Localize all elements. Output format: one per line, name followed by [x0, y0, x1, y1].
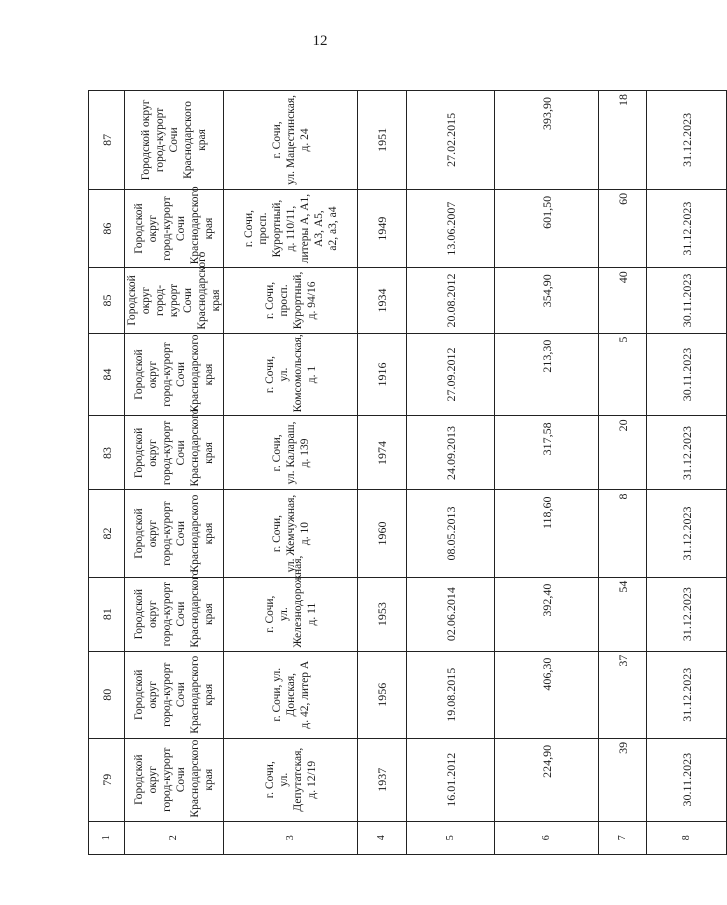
cell-year: 1956: [358, 651, 407, 738]
column-number-header: 3: [224, 821, 358, 854]
page-number: 12: [312, 33, 328, 49]
cell-area: 393,90: [495, 91, 599, 190]
cell-address-line: ул. Железнодорожная,: [277, 555, 304, 648]
cell-municipality-line: Городской округ: [133, 508, 159, 559]
cell-year: 1937: [358, 738, 407, 821]
cell-address-line: г. Сочи,: [270, 121, 283, 159]
cell-area: 317,58: [495, 416, 599, 490]
cell-date: 27.09.2012: [407, 333, 495, 416]
cell-year: 1953: [358, 577, 407, 651]
cell-municipality-line: Краснодарского края: [189, 408, 215, 487]
cell-number: 80: [89, 651, 125, 738]
cell-municipality: [125, 408, 224, 490]
cell-municipality-line: город-курорт Сочи: [161, 581, 187, 647]
column-number-header: 4: [358, 821, 407, 854]
cell-address: [224, 651, 358, 738]
cell-municipality-line: город-курорт Сочи: [161, 420, 187, 486]
cell-address-line: ул. Комсомольская,: [277, 334, 304, 413]
field-row-date: [407, 91, 495, 855]
cell-year: 1934: [358, 268, 407, 333]
cell-deadline: 30.11.2023: [647, 738, 727, 821]
cell-year: 1974: [358, 416, 407, 490]
cell-residents: 8: [599, 490, 647, 577]
cell-date: 13.06.2007: [407, 189, 495, 267]
cell-municipality-line: город-курорт Сочи: [161, 501, 187, 566]
cell-residents: 37: [599, 651, 647, 738]
cell-area: 213,30: [495, 333, 599, 416]
cell-municipality-line: город-курорт Сочи: [161, 342, 187, 407]
cell-area: 406,30: [495, 651, 599, 738]
cell-municipality-line: город-курорт Сочи: [161, 196, 187, 261]
cell-deadline: 31.12.2023: [647, 651, 727, 738]
cell-address-line: д. 12/19: [305, 760, 318, 799]
cell-address-line: просп. Курортный,: [277, 271, 304, 330]
cell-address-line: г. Сочи,: [242, 210, 255, 248]
cell-address-line: г. Сочи,: [263, 281, 276, 319]
cell-municipality: [125, 738, 224, 821]
field-row-year: [358, 91, 407, 855]
cell-address: [224, 91, 358, 190]
cell-municipality-line: Краснодарского края: [182, 100, 208, 179]
cell-address-line: д. 1: [305, 365, 318, 384]
cell-address-line: г. Сочи,: [270, 434, 283, 472]
cell-number: 82: [89, 490, 125, 577]
cell-date: 02.06.2014: [407, 577, 495, 651]
cell-year: 1951: [358, 91, 407, 190]
cell-residents: 20: [599, 416, 647, 490]
cell-residents: 5: [599, 333, 647, 416]
cell-address-line: просп. Курортный,: [256, 199, 283, 258]
cell-deadline: 31.12.2023: [647, 416, 727, 490]
cell-address-line: д. 110/11,: [284, 205, 297, 252]
cell-residents: 54: [599, 577, 647, 651]
cell-municipality-line: Городской округ: [133, 203, 159, 254]
cell-address-line: г. Сочи,: [263, 761, 276, 799]
cell-municipality: [125, 333, 224, 416]
cell-address-line: г. Сочи,: [270, 514, 283, 553]
cell-municipality-line: Краснодарского края: [189, 569, 215, 648]
cell-residents: 40: [599, 268, 647, 333]
cell-number: 81: [89, 577, 125, 651]
field-row-municipality: [125, 91, 224, 855]
cell-deadline: 30.11.2023: [647, 333, 727, 416]
cell-area: 392,40: [495, 577, 599, 651]
cell-deadline: 31.12.2023: [647, 189, 727, 267]
cell-municipality-line: город-курорт Сочи: [154, 283, 194, 318]
cell-municipality: [125, 251, 224, 333]
cell-address-line: ул. Мацестинская,: [284, 95, 297, 185]
column-number-header: 6: [495, 821, 599, 854]
cell-municipality-line: Городской округ: [133, 427, 159, 479]
cell-area: 224,90: [495, 738, 599, 821]
cell-municipality-line: Краснодарского края: [189, 655, 215, 734]
cell-municipality: [125, 490, 224, 577]
column-number-header: 2: [125, 821, 224, 854]
cell-address: [224, 416, 358, 490]
cell-municipality-line: Городской округ: [140, 99, 152, 181]
cell-address-line: г. Сочи,: [263, 355, 276, 394]
cell-area: 601,50: [495, 189, 599, 267]
cell-municipality-line: Городской округ: [133, 349, 159, 400]
cell-year: 1949: [358, 189, 407, 267]
cell-address-line: д. 94/16: [305, 281, 318, 320]
cell-date: 27.02.2015: [407, 91, 495, 190]
cell-address-line: ул. Депутатская,: [277, 747, 304, 812]
cell-municipality-line: Краснодарского края: [196, 251, 222, 330]
cell-address-line: д. 11: [305, 602, 318, 626]
cell-address: [224, 268, 358, 333]
cell-address-line: г. Сочи,: [263, 595, 276, 633]
cell-municipality: [125, 186, 224, 267]
cell-deadline: 31.12.2023: [647, 91, 727, 190]
cell-municipality-line: город-курорт Сочи: [154, 107, 180, 173]
cell-address-line: д. 42, литер А: [298, 660, 311, 729]
emergency-housing-table: [88, 90, 727, 855]
cell-municipality-line: Городской округ: [126, 275, 152, 326]
cell-municipality-line: Городской округ: [133, 588, 159, 640]
cell-date: 19.08.2015: [407, 651, 495, 738]
cell-number: 83: [89, 416, 125, 490]
cell-date: 20.08.2012: [407, 268, 495, 333]
cell-address-line: а2, а3, а4: [326, 206, 339, 251]
cell-residents: 60: [599, 189, 647, 267]
field-row-no: [89, 91, 125, 855]
cell-deadline: 31.12.2023: [647, 490, 727, 577]
cell-address-line: литеры А, А1, А3, А5,: [298, 193, 325, 264]
cell-deadline: 31.12.2023: [647, 577, 727, 651]
cell-residents: 39: [599, 738, 647, 821]
cell-residents: 18: [599, 91, 647, 190]
cell-area: 118,60: [495, 490, 599, 577]
cell-address-line: д. 24: [298, 128, 311, 152]
cell-municipality-line: Краснодарского края: [189, 494, 215, 573]
rotated-table-container: [88, 90, 694, 855]
cell-municipality-line: Краснодарского края: [189, 739, 215, 818]
cell-municipality-line: город-курорт Сочи: [161, 747, 187, 812]
cell-year: 1916: [358, 333, 407, 416]
cell-number: 79: [89, 738, 125, 821]
cell-address: [224, 189, 358, 267]
cell-date: 16.01.2012: [407, 738, 495, 821]
cell-date: 08.05.2013: [407, 490, 495, 577]
field-row-address: [224, 91, 358, 855]
cell-number: 84: [89, 333, 125, 416]
cell-date: 24.09.2013: [407, 416, 495, 490]
cell-municipality: [125, 651, 224, 738]
cell-municipality-line: Краснодарского края: [189, 334, 215, 413]
cell-deadline: 30.11.2023: [647, 268, 727, 333]
cell-municipality-line: Краснодарского края: [189, 186, 215, 265]
column-number-header: 7: [599, 821, 647, 854]
cell-address: [224, 555, 358, 651]
column-number-header: 5: [407, 821, 495, 854]
field-row-residents: [599, 91, 647, 855]
cell-municipality-line: город-курорт Сочи: [161, 662, 187, 727]
cell-number: 85: [89, 268, 125, 333]
cell-number: 87: [89, 91, 125, 190]
cell-number: 86: [89, 189, 125, 267]
cell-municipality: [125, 569, 224, 651]
cell-address: [224, 738, 358, 821]
cell-address: [224, 333, 358, 416]
cell-municipality-line: Городской округ: [133, 669, 159, 720]
cell-area: 354,90: [495, 268, 599, 333]
column-number-header: 8: [647, 821, 727, 854]
cell-address-line: г. Сочи, ул. Донская,: [270, 667, 297, 722]
field-row-area: [495, 91, 599, 855]
column-number-header: 1: [89, 821, 125, 854]
cell-address-line: ул. Калараш, д. 139: [284, 421, 311, 485]
cell-municipality-line: Городской округ: [133, 754, 159, 805]
cell-address-line: ул. Жемчужная, д. 10: [284, 494, 311, 573]
cell-year: 1960: [358, 490, 407, 577]
field-row-deadline: [647, 91, 727, 855]
cell-address: [224, 490, 358, 577]
cell-municipality: [125, 91, 224, 190]
